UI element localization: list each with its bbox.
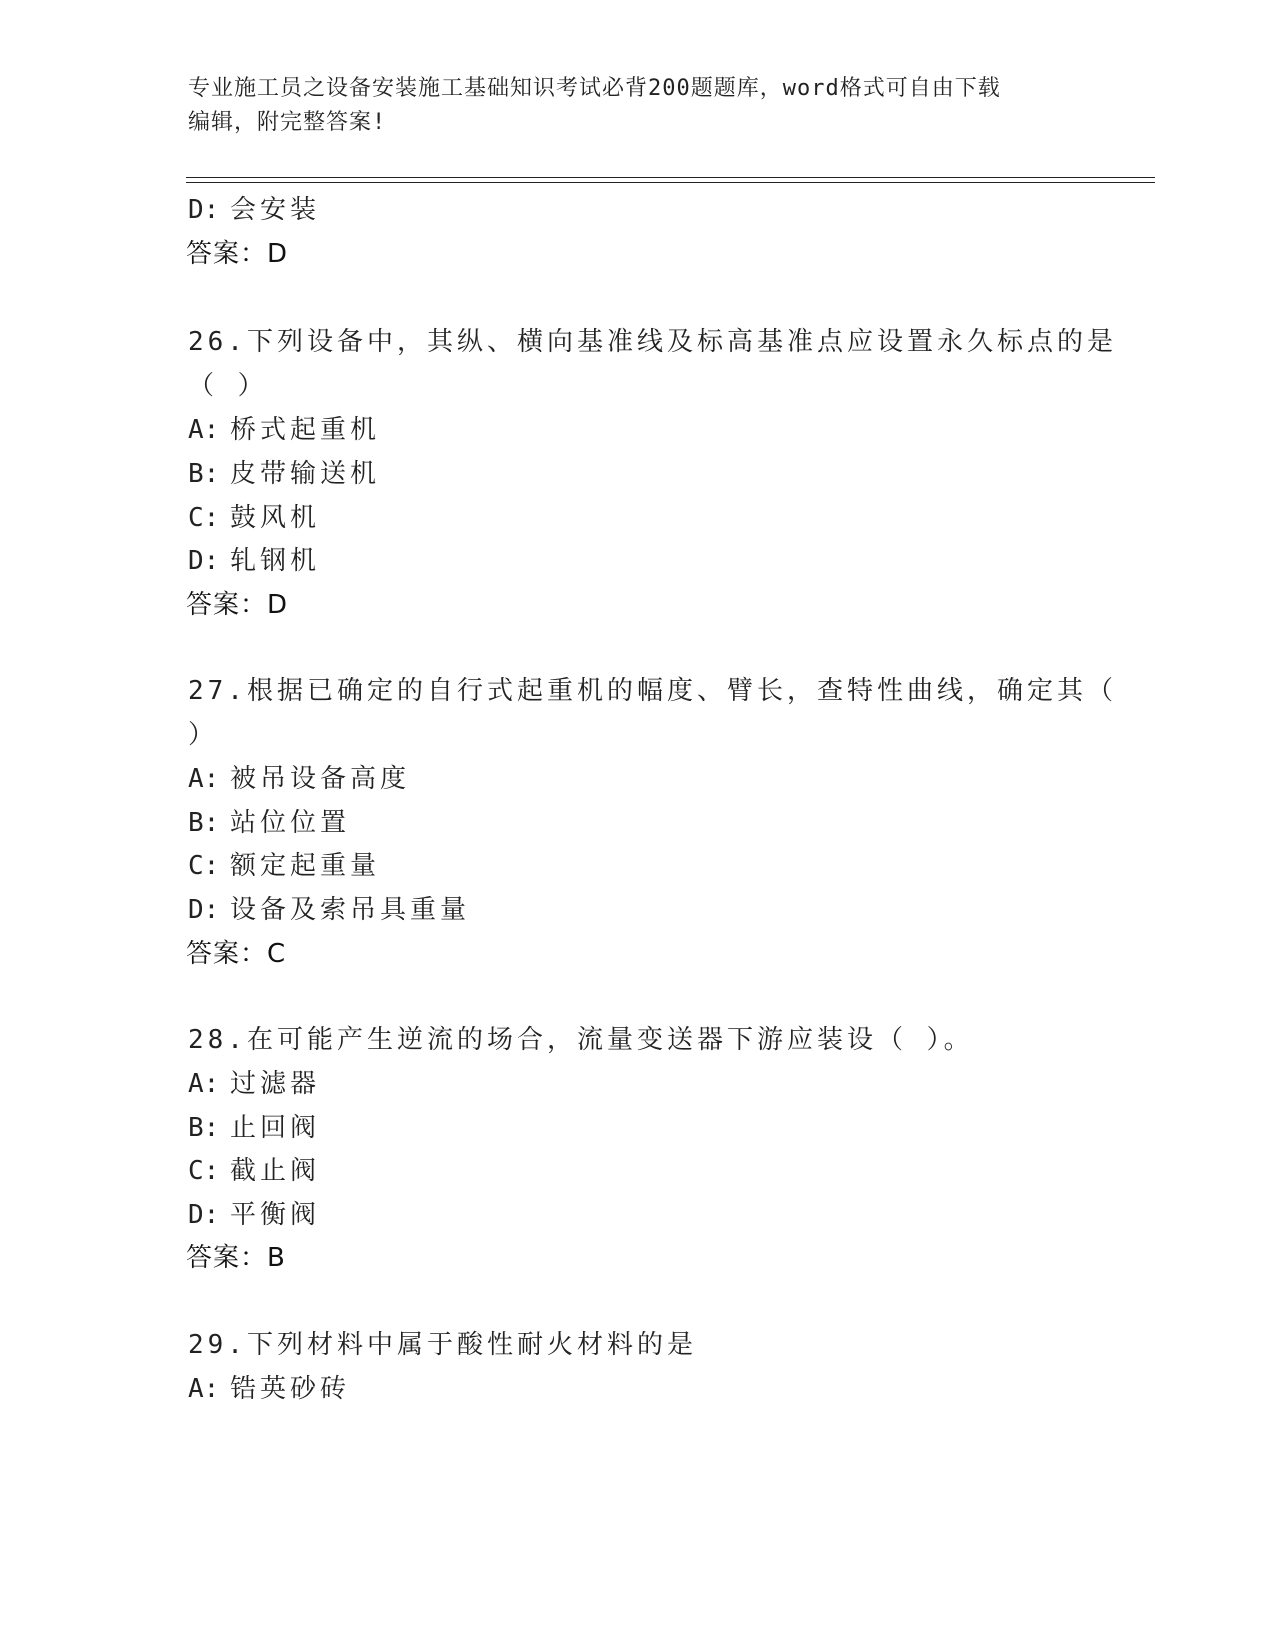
option-text: 设备及索吊具重量 [230, 895, 471, 925]
option-label: A: [188, 1069, 220, 1099]
option-text: 轧钢机 [230, 546, 321, 576]
option-c [188, 500, 320, 536]
option-text: 额定起重量 [230, 851, 381, 881]
option-text: 皮带输送机 [230, 459, 381, 489]
option-label: D: [188, 1200, 220, 1230]
option-label: B: [188, 1113, 220, 1143]
question-26-stem-cont: （ ） [188, 371, 268, 401]
option-label: D: [188, 195, 220, 225]
option-b [188, 805, 350, 841]
answer-line: 答案：B [186, 1243, 286, 1273]
option-b [188, 456, 380, 492]
option-d [188, 192, 320, 228]
option-label: C: [188, 1156, 220, 1186]
option-a [188, 761, 410, 797]
option-c [188, 848, 380, 884]
option-text: 平衡阀 [230, 1200, 321, 1230]
option-text: 截止阀 [230, 1156, 321, 1186]
option-label: B: [188, 808, 220, 838]
header-line-1: 专业施工员之设备安装施工基础知识考试必背200题题库，word格式可自由下载 [188, 76, 1001, 101]
option-label: A: [188, 415, 220, 445]
option-text: 过滤器 [230, 1069, 321, 1099]
question-28-stem: 28.在可能产生逆流的场合，流量变送器下游应装设（ ）。 [188, 1025, 974, 1055]
option-text: 止回阀 [230, 1113, 321, 1143]
option-b [188, 1110, 320, 1146]
answer-line: 答案：D [186, 239, 289, 269]
option-d [188, 543, 320, 579]
question-27-stem: 27.根据已确定的自行式起重机的幅度、臂长，查特性曲线，确定其（ [188, 676, 1117, 706]
option-text: 会安装 [230, 195, 321, 225]
document-header [188, 72, 1068, 140]
question-26-stem: 26.下列设备中，其纵、横向基准线及标高基准点应设置永久标点的是 [188, 327, 1117, 357]
option-a [188, 412, 380, 448]
option-label: D: [188, 546, 220, 576]
option-label: B: [188, 459, 220, 489]
header-divider [186, 177, 1155, 183]
option-text: 桥式起重机 [230, 415, 381, 445]
option-text: 站位位置 [230, 808, 351, 838]
option-label: A: [188, 1374, 220, 1404]
option-d [188, 892, 470, 928]
option-text: 被吊设备高度 [230, 764, 411, 794]
option-a [188, 1066, 320, 1102]
option-c [188, 1153, 320, 1189]
answer-line: 答案：D [186, 590, 289, 620]
question-27-stem-cont: ） [188, 720, 219, 750]
header-line-2: 编辑，附完整答案! [188, 110, 387, 135]
option-text: 锆英砂砖 [230, 1374, 351, 1404]
option-label: D: [188, 895, 220, 925]
question-29-stem: 29.下列材料中属于酸性耐火材料的是 [188, 1330, 697, 1360]
option-label: A: [188, 764, 220, 794]
option-text: 鼓风机 [230, 503, 321, 533]
answer-line: 答案：C [186, 939, 287, 969]
option-label: C: [188, 503, 220, 533]
option-a [188, 1371, 350, 1407]
option-d [188, 1197, 320, 1233]
option-label: C: [188, 851, 220, 881]
